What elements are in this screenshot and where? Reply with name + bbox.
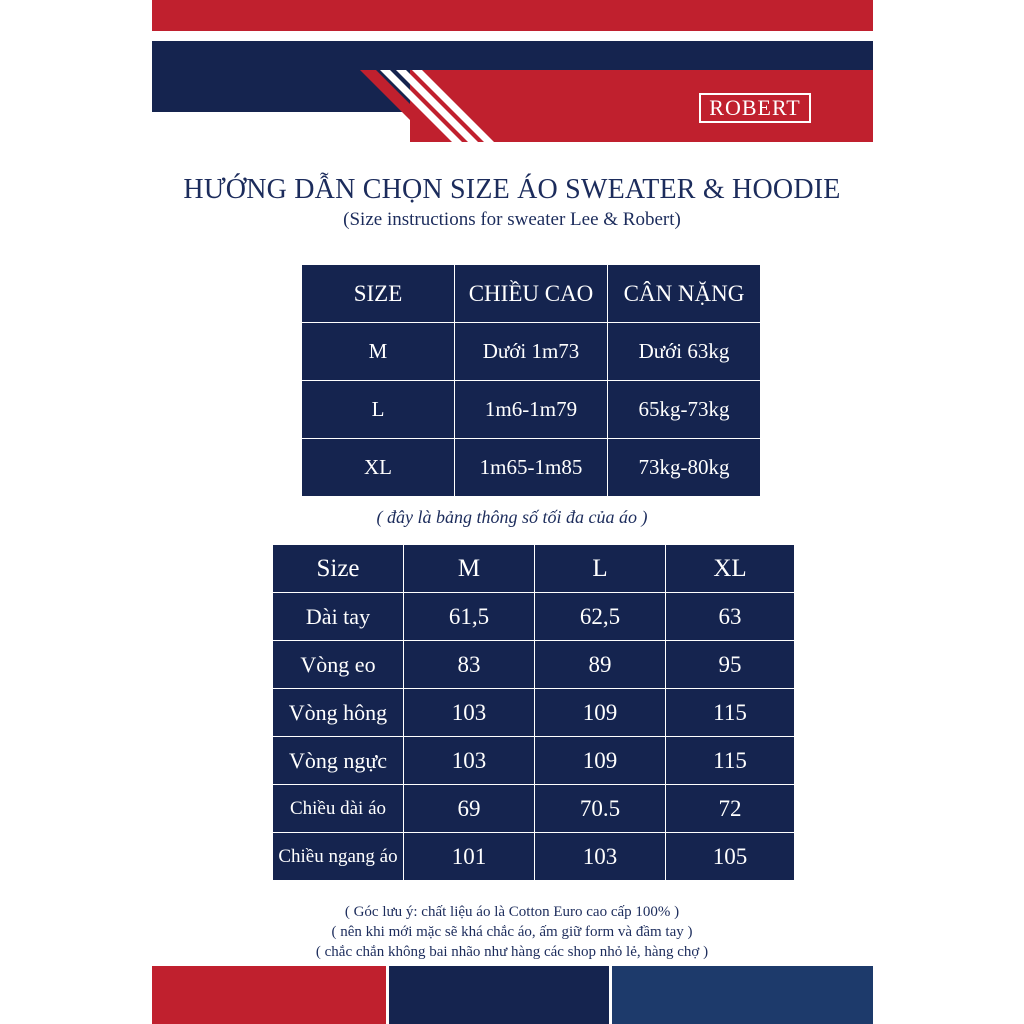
header-cell: XL <box>666 545 795 593</box>
measurement-table <box>273 545 794 880</box>
measure-value: 103 <box>535 833 666 881</box>
table-row <box>302 323 760 381</box>
measure-label: Vòng eo <box>273 641 404 689</box>
page-subtitle: (Size instructions for sweater Lee & Robert) <box>343 209 681 230</box>
footer-navy-block <box>389 966 609 1024</box>
table-row <box>273 593 794 641</box>
footnote-line: ( nên khi mới mặc sẽ khá chắc áo, ấm giữ form và đầm tay ) <box>331 924 693 940</box>
table-row <box>273 737 794 785</box>
measure-value: 69 <box>404 785 535 833</box>
table-row <box>273 689 794 737</box>
header-cell: CÂN NẶNG <box>608 265 761 323</box>
measure-value: 103 <box>404 737 535 785</box>
footnote-line: ( chắc chắn không bai nhão như hàng các shop nhỏ lẻ, hàng chợ ) <box>315 944 709 960</box>
height-weight-table <box>302 265 760 496</box>
measure-value: 109 <box>535 689 666 737</box>
height-cell: 1m65-1m85 <box>455 439 608 497</box>
table-row <box>273 785 794 833</box>
height-cell: Dưới 1m73 <box>455 323 608 381</box>
size-cell: XL <box>302 439 455 497</box>
header-cell: M <box>404 545 535 593</box>
measure-label: Chiều dài áo <box>273 785 404 833</box>
measure-value: 95 <box>666 641 795 689</box>
header-cell: SIZE <box>302 265 455 323</box>
brand-logo: ROBERT <box>699 93 811 123</box>
height-cell: 1m6-1m79 <box>455 381 608 439</box>
measure-value: 109 <box>535 737 666 785</box>
footer-red-block <box>152 966 386 1024</box>
table-note: ( đây là bảng thông số tối đa của áo ) <box>376 507 648 527</box>
table-row <box>302 381 760 439</box>
measure-value: 101 <box>404 833 535 881</box>
measure-label: Dài tay <box>273 593 404 641</box>
footnote-line: ( Góc lưu ý: chất liệu áo là Cotton Euro cao cấp 100% ) <box>344 904 680 920</box>
header-cell: CHIỀU CAO <box>455 265 608 323</box>
measure-value: 61,5 <box>404 593 535 641</box>
table-header-row <box>273 545 794 593</box>
weight-cell: 73kg-80kg <box>608 439 761 497</box>
weight-cell: 65kg-73kg <box>608 381 761 439</box>
measure-label: Chiều ngang áo <box>273 833 404 881</box>
measure-value: 103 <box>404 689 535 737</box>
top-red-band <box>152 0 873 31</box>
measure-value: 115 <box>666 689 795 737</box>
page-title: HƯỚNG DẪN CHỌN SIZE ÁO SWEATER & HOODIE <box>183 174 841 205</box>
table-row <box>273 641 794 689</box>
measure-value: 70.5 <box>535 785 666 833</box>
measure-value: 62,5 <box>535 593 666 641</box>
table-header-row <box>302 265 760 323</box>
measure-label: Vòng ngực <box>273 737 404 785</box>
footer-blue-block <box>612 966 873 1024</box>
weight-cell: Dưới 63kg <box>608 323 761 381</box>
table-row <box>273 833 794 881</box>
header-cell: Size <box>273 545 404 593</box>
measure-value: 105 <box>666 833 795 881</box>
header-navy-band <box>152 41 873 70</box>
size-cell: L <box>302 381 455 439</box>
measure-value: 63 <box>666 593 795 641</box>
header-cell: L <box>535 545 666 593</box>
diagonal-stripes-decoration <box>360 68 500 144</box>
measure-value: 83 <box>404 641 535 689</box>
measure-label: Vòng hông <box>273 689 404 737</box>
measure-value: 115 <box>666 737 795 785</box>
measure-value: 89 <box>535 641 666 689</box>
table-row <box>302 439 760 497</box>
measure-value: 72 <box>666 785 795 833</box>
size-cell: M <box>302 323 455 381</box>
